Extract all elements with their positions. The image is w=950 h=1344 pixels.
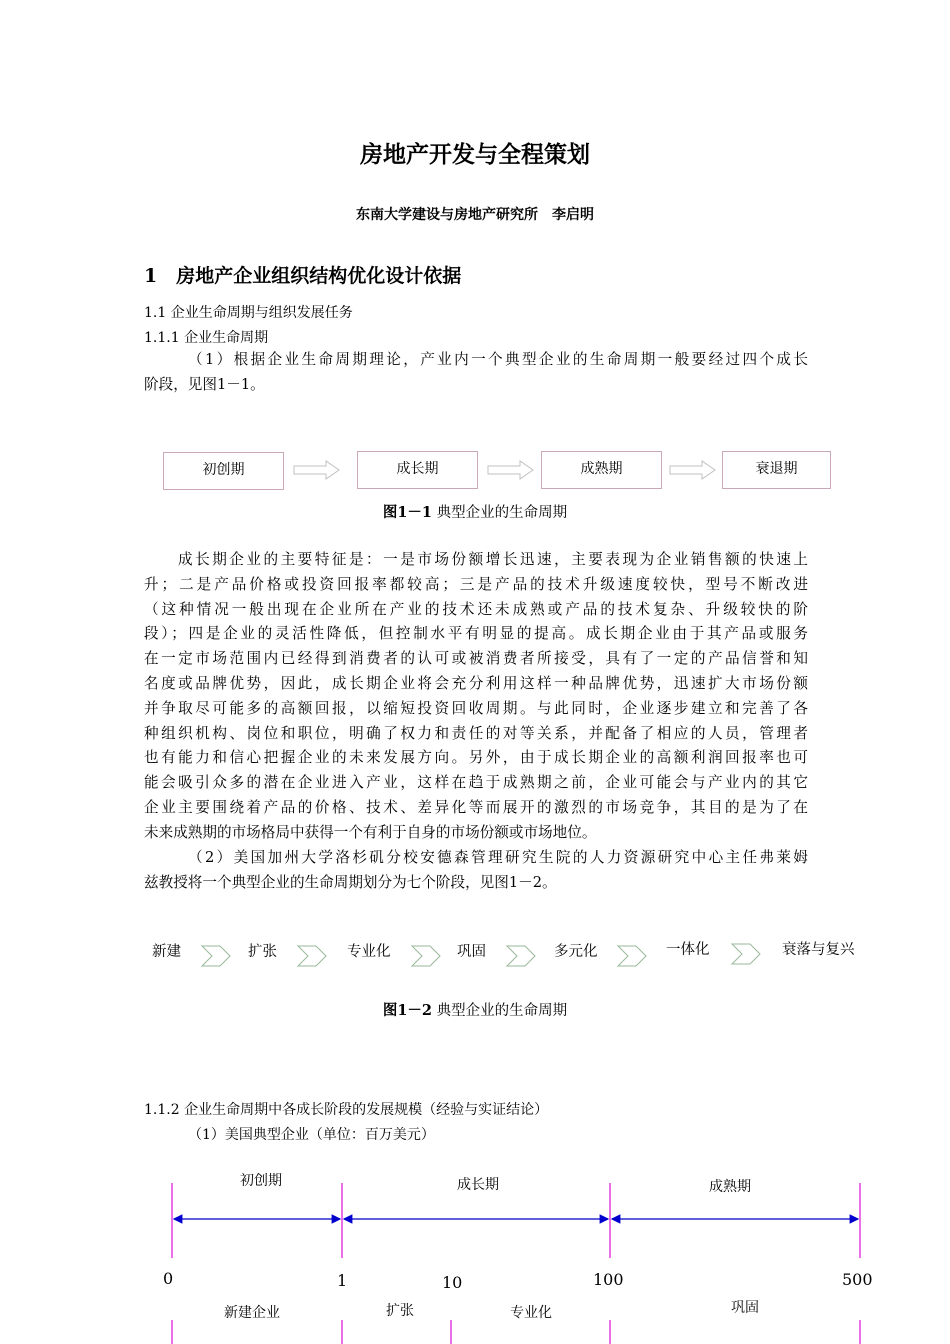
author-line: 东南大学建设与房地产研究所 李启明 <box>356 207 594 223</box>
paragraph-line: 成长期企业的主要特征是：一是市场份额增长迅速，主要表现为企业销售额的快速上 <box>178 551 808 568</box>
stage-label-decline-revival: 衰落与复兴 <box>782 942 855 958</box>
stage-label-new: 新建 <box>152 944 181 960</box>
chevron-right-icon <box>200 944 232 968</box>
paragraph-line: 阶段，见图1－1。 <box>144 375 265 393</box>
paragraph-line: 在一定市场范围内已经得到消费者的认可或被消费者所接受，具有了一定的产品信誉和知 <box>144 650 808 668</box>
timeline-number: 500 <box>842 1270 873 1289</box>
timeline-label-maturity: 成熟期 <box>709 1179 751 1195</box>
stage-box-startup: 初创期 <box>163 452 284 490</box>
paragraph-1 <box>144 348 808 398</box>
paragraph-line: 升；二是产品价格或投资回报率都较高；三是产品的技术升级速度较快，型号不断改进 <box>144 575 808 593</box>
paragraph-line: 也有能力和信心把握企业的未来发展方向。另外，由于成长期企业的高额利润回报率也可 <box>144 749 808 767</box>
chevron-right-icon <box>410 944 442 968</box>
paragraph-4: （1）美国典型企业（单位：百万美元） <box>188 1127 435 1143</box>
stage-label-specialize: 专业化 <box>347 944 391 960</box>
stage-label-diversify: 多元化 <box>554 944 598 960</box>
paragraph-2 <box>144 548 808 846</box>
figure-1-1-caption <box>0 501 950 522</box>
paragraph-line: 名度或品牌优势，因此，成长期企业将会充分利用这样一种品牌优势，迅速扩大市场份额 <box>144 674 808 692</box>
right-arrow-icon <box>292 459 342 481</box>
subsection-heading-1-1-1: 1.1.1 企业生命周期 <box>144 330 269 346</box>
timeline-number: 1 <box>337 1271 348 1290</box>
paragraph-line: 能会吸引众多的潜在企业进入产业，这样在趋于成熟期之前，企业可能会与产业内的其它 <box>144 774 808 792</box>
paragraph-line: （2）美国加州大学洛杉矶分校安德森管理研究生院的人力资源研究中心主任弗莱姆 <box>188 849 808 866</box>
right-arrow-icon <box>486 459 536 481</box>
timeline-label-startup: 初创期 <box>240 1173 282 1189</box>
paragraph-line: 并争取尽可能多的高额回报，以缩短投资回收周期。与此同时，企业逐步建立和完善了各 <box>144 699 808 717</box>
right-arrow-icon <box>668 459 718 481</box>
stage-box-decline: 衰退期 <box>722 451 831 489</box>
timeline-label-new-enterprise: 新建企业 <box>224 1305 280 1321</box>
stage-label-integrate: 一体化 <box>666 942 710 958</box>
document-title: 房地产开发与全程策划 <box>360 141 590 168</box>
paragraph-line: 未来成熟期的市场格局中获得一个有利于自身的市场份额或市场地位。 <box>144 823 597 841</box>
figure-number: 图1－2 <box>382 1002 433 1019</box>
subsection-heading-1-1-2: 1.1.2 企业生命周期中各成长阶段的发展规模（经验与实证结论） <box>144 1102 549 1118</box>
paragraph-line: （1）根据企业生命周期理论，产业内一个典型企业的生命周期一般要经过四个成长 <box>188 351 808 368</box>
stage-label-consolidate: 巩固 <box>457 944 486 960</box>
figure-number: 图1－1 <box>382 504 433 521</box>
timeline-label-expand: 扩张 <box>386 1303 414 1319</box>
paragraph-line: （这种情况一般出现在企业所在产业的技术还未成熟或产品的技术复杂、升级较快的阶 <box>144 600 808 618</box>
paragraph-3 <box>144 846 808 896</box>
stage-label-expand: 扩张 <box>248 944 277 960</box>
stage-box-growth: 成长期 <box>357 451 478 489</box>
chevron-right-icon <box>505 944 537 968</box>
paragraph-line: 兹教授将一个典型企业的生命周期划分为七个阶段，见图1－2。 <box>144 873 557 891</box>
paragraph-line: 段）；四是企业的灵活性降低，但控制水平有明显的提高。成长期企业由于其产品或服务 <box>144 625 808 643</box>
chevron-right-icon <box>296 944 328 968</box>
timeline-number: 10 <box>442 1273 463 1292</box>
section-heading-1: 1 房地产企业组织结构优化设计依据 <box>144 265 462 287</box>
figure-caption-text: 典型企业的生命周期 <box>432 505 568 521</box>
figure-caption-text: 典型企业的生命周期 <box>432 1003 568 1019</box>
timeline-number: 100 <box>593 1270 624 1289</box>
chevron-right-icon <box>730 942 762 966</box>
timeline-label-growth: 成长期 <box>457 1177 499 1193</box>
paragraph-line: 企业主要围绕着产品的价格、技术、差异化等而展开的激烈的市场竞争，其目的是为了在 <box>144 798 808 816</box>
chevron-right-icon <box>616 944 648 968</box>
timeline-label-consolidate: 巩固 <box>731 1300 759 1316</box>
timeline-number: 0 <box>163 1269 174 1288</box>
timeline-label-specialize: 专业化 <box>510 1305 552 1321</box>
subsection-heading-1-1: 1.1 企业生命周期与组织发展任务 <box>144 305 353 321</box>
stage-box-maturity: 成熟期 <box>541 451 662 489</box>
paragraph-line: 种组织机构、岗位和职位，明确了权力和责任的对等关系，并配备了相应的人员，管理者 <box>144 724 808 742</box>
figure-1-2-caption <box>0 999 950 1020</box>
